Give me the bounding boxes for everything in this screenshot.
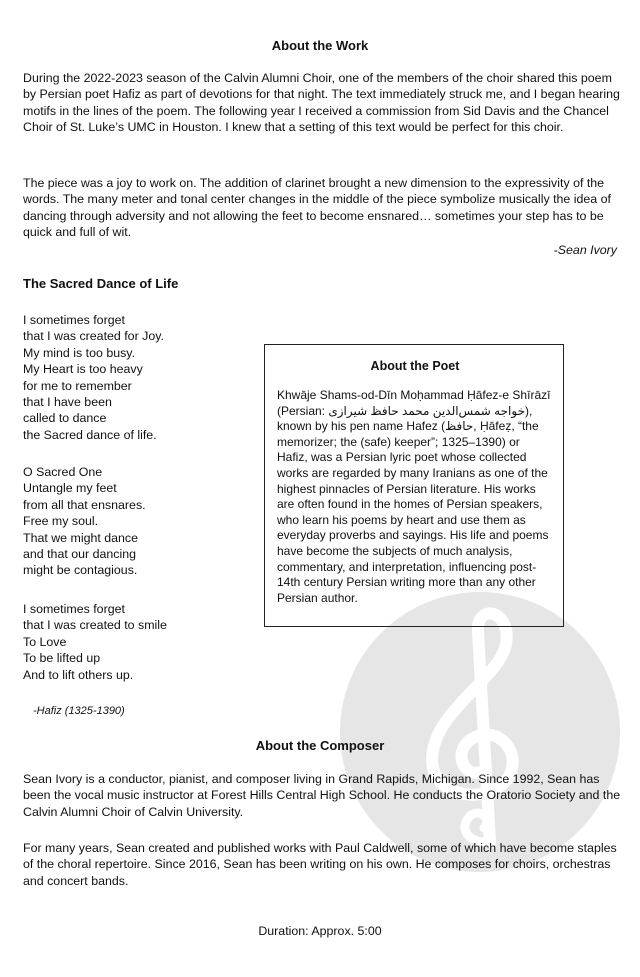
poem-line: called to dance (23, 411, 107, 426)
poem-line: might be contagious. (23, 563, 138, 578)
poem-line: I sometimes forget (23, 313, 125, 327)
about-composer-paragraph-1: Sean Ivory is a conductor, pianist, and composer living in Grand Rapids, Michigan. Since 1992, Sean has been the vocal music instructor at Forest Hills Central High School. He conducts the Oratorio Society and the Calvin Alumni Choir of Calvin University. (23, 772, 621, 819)
poem-line: I sometimes forget (23, 602, 125, 616)
poem-stanza-1 (23, 312, 164, 443)
poem-line: To be lifted up (23, 651, 101, 666)
about-composer-heading: About the Composer (255, 738, 385, 753)
poem-title: The Sacred Dance of Life (23, 276, 179, 291)
poem-line: O Sacred One (23, 465, 103, 479)
poem-line: To Love (23, 634, 67, 649)
poem-line: that I was created to smile (23, 618, 167, 633)
about-work-paragraph-1: During the 2022-2023 season of the Calvin Alumni Choir, one of the members of the choir shared this poem by Persian poet Hafiz as part of devotions for that night. The text immediately struck me, and I began hearing motifs in the lines of the poem. The following year I received a commission from Sid Davis and the Chancel Choir of St. Luke’s UMC in Houston. I knew that a setting of this text would be perfect for this choir. (23, 71, 620, 134)
about-work-paragraph-2: The piece was a joy to work on. The addition of clarinet brought a new dimension to the expressivity of the words. The many meter and tonal center changes in the middle of the piece symbolize musically the idea of dancing through adversity and not allowing the feet to become ensnared… sometimes your step has to be quick and full of wit. (23, 176, 611, 239)
poem-line: and that our dancing (23, 547, 136, 562)
poem-line: that I have been (23, 395, 112, 410)
poem-line: My mind is too busy. (23, 345, 136, 360)
poem-line: That we might dance (23, 530, 139, 545)
about-poet-heading: About the Poet (370, 359, 460, 373)
poem-line: for me to remember (23, 378, 132, 393)
about-work-signature: -Sean Ivory (553, 243, 617, 257)
treble-clef-watermark-icon (340, 592, 620, 872)
poem-stanza-3 (23, 601, 167, 683)
poem-line: Free my soul. (23, 514, 99, 529)
poem-line: the Sacred dance of life. (23, 427, 157, 442)
poem-stanza-2 (23, 464, 146, 579)
poem-line: My Heart is too heavy (23, 362, 143, 377)
about-poet-box (264, 344, 564, 627)
about-poet-text: Khwāje Shams-od-Dīn Moḥammad Ḥāfez-e Shīrāzī (Persian: خواجه شمس‌الدین محمد حافظ شیرازی), known by his pen name Hafez (حافظ, Ḥāfeẓ, “the memorizer; the (safe) keeper”; 1325–1390) or Hafiz, was a Persian lyric poet whose collected works are regarded by many Iranians as one of the highest pinnacles of Persian literature. His works are often found in the homes of Persian speakers, who learn his poems by heart and use them as everyday proverbs and sayings. His life and poems have become the subjects of much analysis, commentary, and interpretation, influencing post-14th century Persian writing more than any other Persian author. (277, 388, 551, 605)
poem-line: Untangle my feet (23, 481, 117, 496)
about-composer-paragraph-2: For many years, Sean created and published works with Paul Caldwell, some of which have become staples of the choral repertoire. Since 2016, Sean has been writing on his own. He composes for choirs, orchestras and concert bands. (23, 841, 617, 888)
duration-label: Duration: Approx. 5:00 (258, 924, 382, 938)
poem-line: from all that ensnares. (23, 497, 146, 512)
about-work-heading: About the Work (271, 38, 369, 53)
poem-attribution: -Hafiz (1325-1390) (33, 705, 125, 717)
poem-line: And to lift others up. (23, 667, 134, 682)
poem-line: that I was created for Joy. (23, 329, 164, 344)
